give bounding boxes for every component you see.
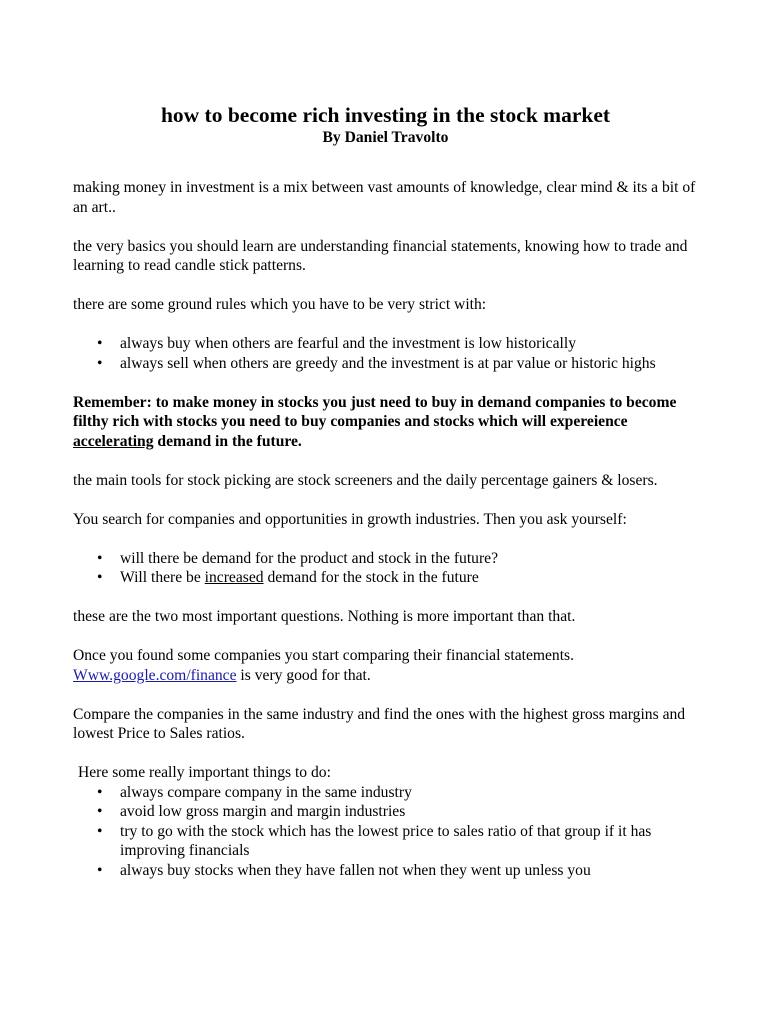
paragraph-search: You search for companies and opportunities in growth industries. Then you ask yourself: bbox=[73, 510, 627, 528]
bullet-icon: • bbox=[97, 861, 103, 879]
list-item bbox=[73, 354, 698, 374]
document-title: how to become rich investing in the stock market bbox=[160, 103, 611, 127]
list-item bbox=[73, 783, 698, 803]
paragraph-intro: making money in investment is a mix between vast amounts of knowledge, clear mind & its a bit of an art.. bbox=[73, 179, 696, 216]
list-item-text: will there be demand for the product and stock in the future? bbox=[120, 549, 499, 567]
list-item bbox=[73, 549, 698, 569]
paragraph-important-questions: these are the two most important questions. Nothing is more important than that. bbox=[73, 608, 576, 625]
list-item-text: always compare company in the same industry bbox=[120, 783, 412, 801]
paragraph-tools: the main tools for stock picking are stock screeners and the daily percentage gainers & losers. bbox=[73, 471, 658, 489]
list-item-text: try to go with the stock which has the lowest price to sales ratio of that group if it has improving financials bbox=[120, 822, 652, 859]
compare-text: Once you found some companies you start comparing their financial statements. bbox=[73, 647, 575, 664]
question-pre: Will there be bbox=[120, 569, 205, 586]
paragraph-things-to-do: Here some really important things to do: bbox=[78, 764, 331, 781]
paragraph-basics: the very basics you should learn are understanding financial statements, knowing how to trade and learning to read candle stick patterns. bbox=[73, 237, 688, 274]
bullet-icon: • bbox=[97, 549, 103, 567]
remember-paragraph bbox=[73, 393, 698, 452]
bullet-icon: • bbox=[97, 335, 103, 352]
list-item-text: avoid low gross margin and margin industries bbox=[120, 803, 406, 820]
list-item bbox=[73, 802, 698, 822]
remember-tail: demand in the future. bbox=[153, 432, 302, 450]
list-item bbox=[73, 334, 698, 354]
google-finance-link[interactable]: Www.google.com/finance bbox=[73, 666, 237, 684]
paragraph-compare-industry: Compare the companies in the same industry and find the ones with the highest gross margins and lowest Price to Sales ratios. bbox=[73, 705, 686, 742]
paragraph-ground-rules: there are some ground rules which you have to be very strict with: bbox=[73, 296, 487, 313]
remember-lead: Remember: to make money in stocks you just need to buy in demand companies to become filthy rich with stocks you need to buy companies and stocks which will expereience bbox=[73, 393, 677, 430]
paragraph-compare-statements bbox=[73, 646, 698, 685]
questions-list bbox=[73, 549, 698, 588]
bullet-icon: • bbox=[97, 569, 103, 586]
remember-underlined: accelerating bbox=[73, 432, 154, 450]
list-item bbox=[73, 568, 698, 588]
list-item bbox=[73, 822, 698, 861]
list-item-text: always buy stocks when they have fallen not when they went up unless you bbox=[120, 861, 591, 879]
list-item-text: always sell when others are greedy and the investment is at par value or historic highs bbox=[120, 354, 656, 372]
bullet-icon: • bbox=[97, 803, 103, 820]
list-item bbox=[73, 861, 698, 881]
bullet-icon: • bbox=[97, 822, 103, 840]
list-item-text: always buy when others are fearful and the investment is low historically bbox=[120, 335, 576, 352]
ground-rules-list bbox=[73, 334, 698, 373]
question-underlined: increased bbox=[204, 569, 264, 586]
question-post: demand for the stock in the future bbox=[263, 569, 479, 586]
bullet-icon: • bbox=[97, 783, 103, 801]
compare-tail: is very good for that. bbox=[236, 666, 371, 684]
author-byline: By Daniel Travolto bbox=[322, 129, 449, 146]
bullet-icon: • bbox=[97, 354, 103, 372]
things-to-do-list bbox=[73, 783, 698, 881]
